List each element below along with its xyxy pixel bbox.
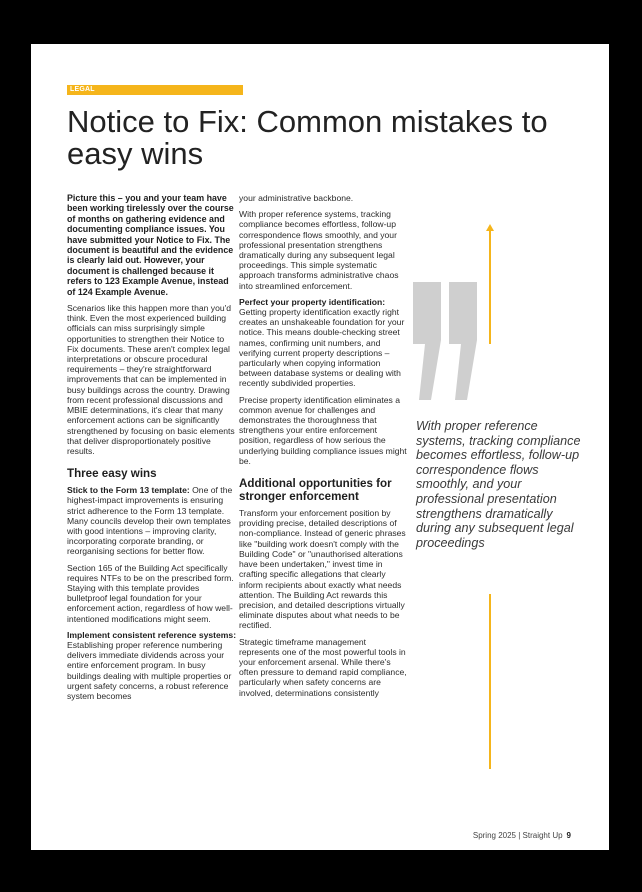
issue-label: Spring 2025 | Straight Up [472, 831, 563, 840]
win-title: Perfect your property identification: [239, 296, 386, 307]
win-text: Establishing proper reference numbering delivers immediate dividends across your entire enforcement program. In busy buildings dealing with multiple properties or urgent safety concerns, a robust reference system becomes [67, 639, 232, 701]
article-column-2 [239, 193, 409, 704]
win-text: Getting property identification exactly right creates an unshakeable foundation for your notice. This means double-checking street names, confirming unit numbers, and verifying current property descriptions – particularly when copying information between database systems or dealing with recently subdivided properties. [239, 307, 405, 389]
win-text: One of the highest-impact improvements is ensuring strict adherence to the Form 13 template. Many councils develop their own templates with good intentions – improving clarity, incorporating corporate branding, or reorganising sections for better flow. [67, 485, 233, 557]
article-column-1 [67, 193, 237, 707]
body-paragraph [67, 485, 237, 556]
body-paragraph: Scenarios like this happen more than you'd think. Even the most experienced building officials can miss surprisingly simple opportunities to strengthen their Notice to Fix documents. These aren't complex legal interpretations or obscure procedural requirements – they're straightforward improvements that can be implemented in busy buildings across the country. Drawing from recent professional discussions and MBIE determinations, it's clear that many enforcement actions can be significantly strengthened by focusing on basic elements that deliver disproportionately positive results. [67, 303, 235, 456]
win-title: Implement consistent reference systems: [67, 629, 237, 640]
body-paragraph [239, 297, 409, 389]
quote-mark-icon [411, 282, 481, 402]
headline: Notice to Fix: Common mistakes to easy wins [67, 104, 548, 171]
body-paragraph: With proper reference systems, tracking compliance becomes effortless, follow-up correspondence flows smoothly, and your professional presentation strengthens dramatically during any subsequent legal proceedings. This simple systematic approach transforms administrative chaos into streamlined enforcement. [239, 209, 399, 291]
arrow-down-icon [489, 594, 491, 769]
section-tag-label: LEGAL [70, 86, 95, 93]
body-paragraph: Precise property identification eliminates a common avenue for challenges and demonstrates the thoroughness that strengthens your entire enforcement position, regardless of how serious the underlying building compliance issues might be. [239, 394, 407, 466]
subheading-three-easy-wins: Three easy wins [67, 467, 157, 481]
body-paragraph: Strategic timeframe management represents one of the most powerful tools in your enforcement arsenal. While there's often pressure to demand rapid compliance, particularly when safety concerns are involved, determinations consistently [239, 636, 407, 698]
page-footer [473, 831, 571, 840]
body-paragraph: Section 165 of the Building Act specifically requires NTFs to be on the prescribed form. Staying with this template provides bulletproof legal foundation for your enforcement action, regardless of how well-intentioned modifications might seem. [67, 562, 234, 624]
body-paragraph: your administrative backbone. [239, 193, 354, 203]
pull-quote: With proper reference systems, tracking compliance becomes effortless, follow-up correspondence flows smoothly, and your professional presentation strengthens dramatically during any subsequent legal proceedings [416, 419, 581, 550]
body-paragraph: Transform your enforcement position by providing precise, detailed descriptions of non-compliance. Instead of generic phrases like "building work doesn't comply with the Building Code" or "unauthorised alterations have been undertaken," invest time in crafting specific allegations that clearly inform recipients about exactly what needs attention. The Building Act rewards this precision, and detailed descriptions virtually eliminate disputes about what needs to be rectified. [239, 508, 406, 631]
section-tag [67, 85, 243, 95]
body-paragraph [67, 630, 237, 701]
lead-paragraph: Picture this – you and your team have been working tirelessly over the course of months on gathering evidence and documenting compliance issues. You have submitted your Notice to Fix. The document is beautiful and the evidence is clearly laid out. However, your document is challenged because it refers to 123 Example Avenue, instead of 124 Example Avenue. [67, 193, 234, 297]
arrow-up-icon [489, 229, 491, 344]
magazine-page [31, 44, 609, 850]
page-number: 9 [566, 831, 571, 840]
win-title: Stick to the Form 13 template: [67, 485, 190, 496]
subheading-additional-opportunities: Additional opportunities for stronger enforcement [239, 477, 392, 504]
